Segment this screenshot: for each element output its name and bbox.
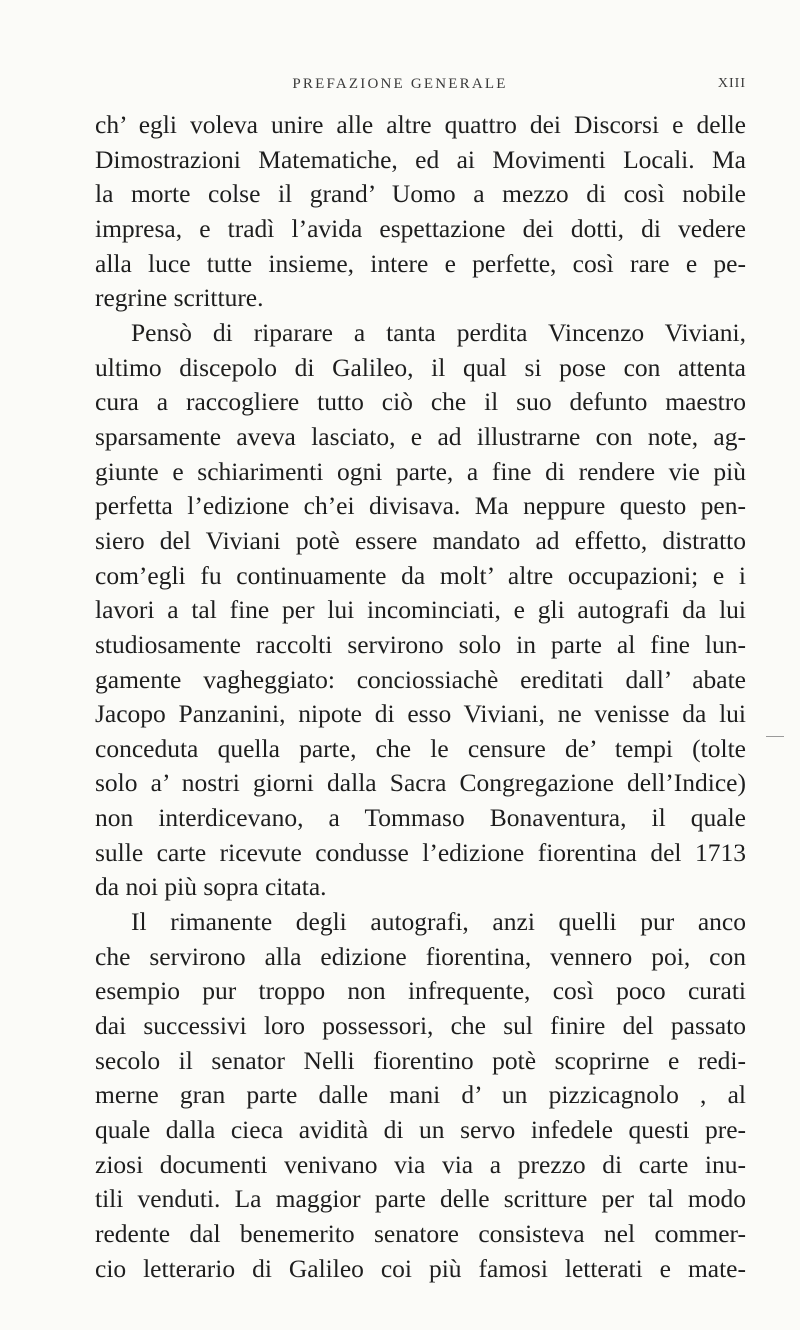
text-line: siero del Viviani potè essere mandato ad effetto, distratto <box>95 525 746 555</box>
text-line: conceduta quella parte, che le censure de’ tempi (tolte <box>95 733 746 763</box>
text-line: secolo il senator Nelli fiorentino potè scoprirne e redi- <box>95 1045 746 1075</box>
text-line: alla luce tutte insieme, intere e perfette, così rare e pe- <box>95 248 746 278</box>
text-line: esempio pur troppo non infrequente, così poco curati <box>95 976 746 1006</box>
text-line: ultimo discepolo di Galileo, il qual si pose con attenta <box>95 352 746 382</box>
text-line: merne gran parte dalle mani d’ un pizzicagnolo , al <box>95 1080 746 1110</box>
text-line: ch’ egli voleva unire alle altre quattro dei Discorsi e delle <box>95 110 746 139</box>
running-head-title: PREFAZIONE GENERALE <box>292 76 508 92</box>
text-line: da noi più sopra citata. <box>95 872 327 902</box>
text-line: tili venduti. La maggior parte delle scritture per tal modo <box>95 1184 746 1214</box>
text-line: ziosi documenti venivano via via a prezzo di carte inu- <box>95 1149 746 1179</box>
text-line: sparsamente aveva lasciato, e ad illustrarne con note, ag- <box>95 421 746 451</box>
text-line: Dimostrazioni Matematiche, ed ai Movimenti Locali. Ma <box>95 144 746 174</box>
text-line: dai successivi loro possessori, che sul finire del passato <box>95 1011 746 1041</box>
running-head <box>0 76 800 98</box>
body-text <box>95 108 746 1286</box>
text-line: giunte e schiarimenti ogni parte, a fine di rendere vie più <box>95 456 746 486</box>
margin-mark <box>766 736 784 737</box>
text-line: solo a’ nostri giorni dalla Sacra Congregazione dell’Indice) <box>95 768 746 798</box>
text-line: la morte colse il grand’ Uomo a mezzo di così nobile <box>95 179 746 209</box>
text-line: lavori a tal fine per lui incominciati, e gli autografi da lui <box>95 595 746 625</box>
text-line: cura a raccogliere tutto ciò che il suo defunto maestro <box>95 387 746 417</box>
text-line: com’egli fu continuamente da molt’ altre occupazioni; e i <box>95 560 746 590</box>
text-line: Il rimanente degli autografi, anzi quelli pur anco <box>131 907 746 937</box>
text-line: studiosamente raccolti servirono solo in parte al fine lun- <box>95 629 746 659</box>
text-line: sulle carte ricevute condusse l’edizione fiorentina del 1713 <box>95 837 746 867</box>
text-line: che servirono alla edizione fiorentina, vennero poi, con <box>95 941 746 971</box>
page-number: XIII <box>717 76 746 91</box>
text-line: gamente vagheggiato: conciossiachè ereditati dall’ abate <box>95 664 746 694</box>
text-line: redente dal benemerito senatore consisteva nel commer- <box>95 1219 746 1248</box>
text-line: Jacopo Panzanini, nipote di esso Viviani, ne venisse da lui <box>95 699 746 729</box>
text-line: cio letterario di Galileo coi più famosi letterati e mate- <box>95 1253 746 1283</box>
text-line: impresa, e tradì l’avida espettazione dei dotti, di vedere <box>95 213 746 243</box>
text-line: quale dalla cieca avidità di un servo infedele questi pre- <box>95 1115 746 1145</box>
text-line: perfetta l’edizione ch’ei divisava. Ma neppure questo pen- <box>95 491 746 521</box>
text-line: Pensò di riparare a tanta perdita Vincenzo Viviani, <box>131 317 746 347</box>
text-line: regrine scritture. <box>95 283 264 313</box>
text-line: non interdicevano, a Tommaso Bonaventura, il quale <box>95 803 746 833</box>
